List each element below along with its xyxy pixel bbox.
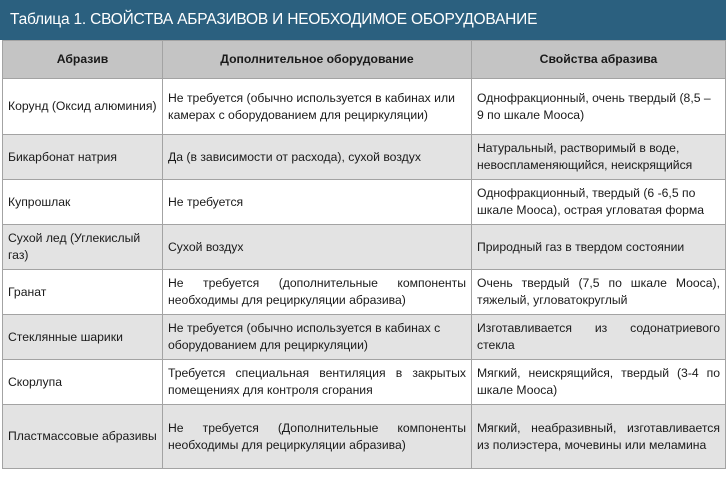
cell-equipment: Сухой воздух: [163, 225, 472, 270]
table-row: [3, 225, 726, 270]
cell-abrasive: Купрошлак: [3, 180, 163, 225]
table-row: [3, 79, 726, 135]
cell-equipment: Не требуется (обычно используется в кабинах или камерах с оборудованием для рециркуляции): [163, 79, 472, 135]
cell-equipment: Не требуется (обычно используется в кабинах с оборудованием для рециркуляции): [163, 315, 472, 360]
cell-properties: Мягкий, неискрящийся, твердый (3-4 по шкале Мооса): [472, 360, 726, 405]
cell-abrasive: Бикарбонат натрия: [3, 135, 163, 180]
cell-properties: Природный газ в твердом состоянии: [472, 225, 726, 270]
table-title: Таблица 1. СВОЙСТВА АБРАЗИВОВ И НЕОБХОДИМОЕ ОБОРУДОВАНИЕ: [0, 0, 726, 40]
cell-abrasive: Гранат: [3, 270, 163, 315]
cell-equipment: Не требуется (Дополнительные компоненты необходимы для рециркуляции абразива): [163, 405, 472, 469]
cell-equipment: Не требуется: [163, 180, 472, 225]
table-row: [3, 135, 726, 180]
table-row: [3, 360, 726, 405]
cell-properties: Однофракционный, твердый (6 -6,5 по шкале Мооса), острая угловатая форма: [472, 180, 726, 225]
cell-abrasive: Стеклянные шарики: [3, 315, 163, 360]
cell-properties: Очень твердый (7,5 по шкале Мооса), тяжелый, угловатокруглый: [472, 270, 726, 315]
cell-equipment: Да (в зависимости от расхода), сухой воздух: [163, 135, 472, 180]
cell-abrasive: Корунд (Оксид алюминия): [3, 79, 163, 135]
table-row: [3, 405, 726, 469]
header-properties: Свойства абразива: [472, 41, 726, 79]
table-row: [3, 270, 726, 315]
abrasives-table: [2, 40, 726, 469]
header-equipment: Дополнительное оборудование: [163, 41, 472, 79]
cell-abrasive: Пластмассовые абразивы: [3, 405, 163, 469]
cell-properties: Однофракционный, очень твердый (8,5 – 9 по шкале Мооса): [472, 79, 726, 135]
cell-equipment: Требуется специальная вентиляция в закрытых помещениях для контроля сгорания: [163, 360, 472, 405]
table-row: [3, 315, 726, 360]
cell-properties: Изготавливается из содонатриевого стекла: [472, 315, 726, 360]
header-row: [3, 41, 726, 79]
cell-abrasive: Сухой лед (Углекислый газ): [3, 225, 163, 270]
cell-properties: Мягкий, неабразивный, изготавливается из полиэстера, мочевины или меламина: [472, 405, 726, 469]
header-abrasive: Абразив: [3, 41, 163, 79]
cell-equipment: Не требуется (дополнительные компоненты необходимы для рециркуляции абразива): [163, 270, 472, 315]
table-row: [3, 180, 726, 225]
cell-abrasive: Скорлупа: [3, 360, 163, 405]
cell-properties: Натуральный, растворимый в воде, невоспламеняющийся, неискрящийся: [472, 135, 726, 180]
